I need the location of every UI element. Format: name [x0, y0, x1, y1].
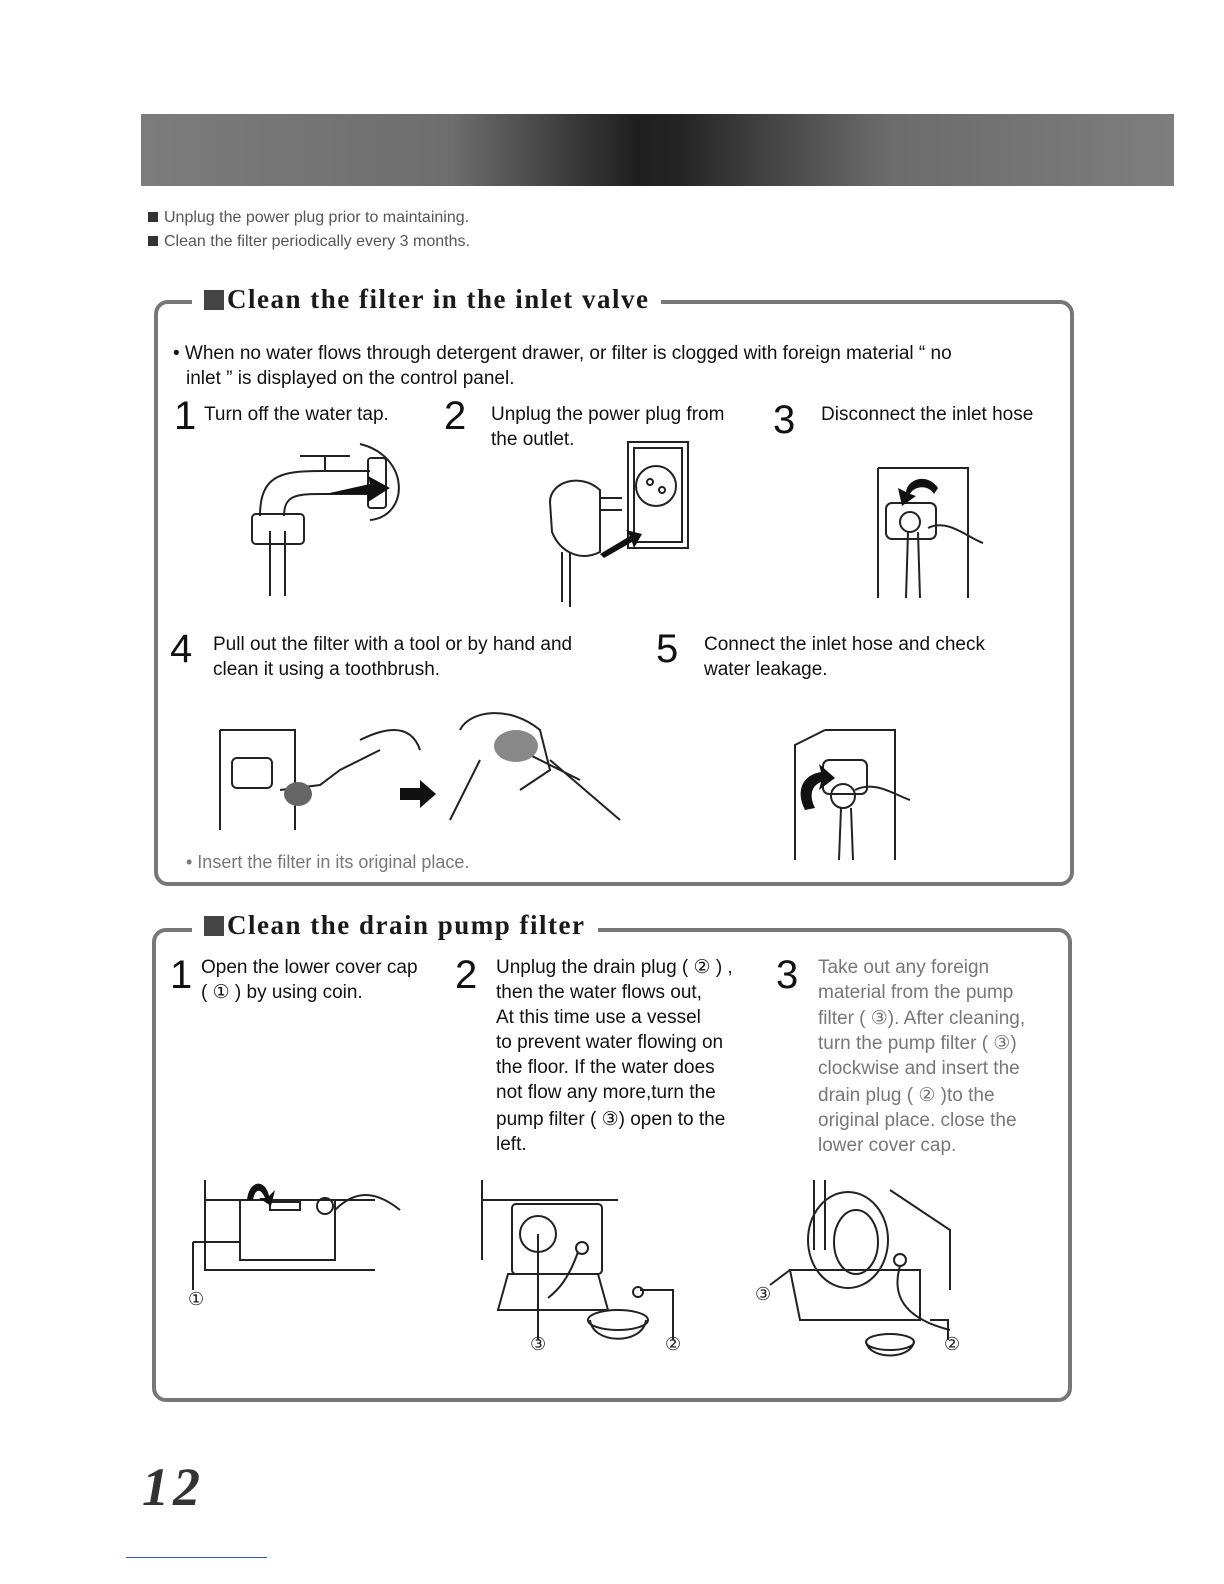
- drain-step2-line-5: the floor. If the water does: [496, 1057, 715, 1078]
- label-drain-plug: ②: [665, 1334, 682, 1354]
- step-number-1: 1: [174, 394, 197, 438]
- inlet-step2-text-1: Unplug the power plug from: [491, 404, 725, 425]
- step-number-5: 5: [656, 627, 679, 671]
- step-number-2: 2: [444, 394, 467, 438]
- drain-step3-line-6: drain plug ( ② )to the: [818, 1085, 995, 1106]
- title-square-icon: [204, 916, 224, 936]
- inlet-step2-text-2: the outlet.: [491, 429, 575, 450]
- drain-step-number-1: 1: [170, 953, 193, 997]
- drain-step3-line-2: material from the pump: [818, 982, 1014, 1003]
- drain-step2-line-1: Unplug the drain plug ( ② ) ,: [496, 957, 733, 978]
- inlet-hose-connect-illustration: [795, 700, 925, 865]
- pump-filter-illustration: [770, 1170, 970, 1360]
- drain-step-number-3: 3: [776, 953, 799, 997]
- drain-step2-line-3: At this time use a vessel: [496, 1007, 701, 1028]
- inlet-step4-text-1: Pull out the filter with a tool or by hand and: [213, 634, 573, 655]
- drain-step3-line-1: Take out any foreign: [818, 957, 990, 978]
- drain-step3-line-7: original place. close the: [818, 1110, 1017, 1131]
- title-square-icon: [204, 290, 224, 310]
- bullet-square-icon: [148, 236, 158, 246]
- drain-step3-line-5: clockwise and insert the: [818, 1058, 1020, 1079]
- drain-step2-line-6: not flow any more,turn the: [496, 1082, 716, 1103]
- label-drain-plug-3: ②: [944, 1334, 961, 1354]
- inlet-step4-text-2: clean it using a toothbrush.: [213, 659, 441, 680]
- drain-step-number-2: 2: [455, 953, 478, 997]
- step-number-4: 4: [170, 627, 193, 671]
- note-clean-period: Clean the filter periodically every 3 months.: [148, 233, 470, 251]
- note-unplug: Unplug the power plug prior to maintaining.: [148, 209, 469, 227]
- drain-step1-text-1: Open the lower cover cap: [201, 957, 418, 978]
- drain-step2-line-4: to prevent water flowing on: [496, 1032, 724, 1053]
- drain-step2-line-7: pump filter ( ③) open to the: [496, 1109, 726, 1130]
- footer-link-line: [126, 1557, 267, 1558]
- water-tap-illustration: [240, 436, 410, 596]
- drain-step3-line-3: filter ( ③). After cleaning,: [818, 1008, 1026, 1029]
- lower-cover-cap-illustration: [185, 1170, 415, 1310]
- drain-step1-text-2: ( ① ) by using coin.: [201, 982, 363, 1003]
- label-cover-cap: ①: [188, 1289, 205, 1309]
- inlet-step1-text: Turn off the water tap.: [204, 404, 389, 425]
- inlet-step3-text: Disconnect the inlet hose: [821, 404, 1034, 425]
- drain-step3-line-8: lower cover cap.: [818, 1135, 957, 1156]
- header-banner: [141, 114, 1174, 186]
- inlet-intro-line1: • When no water flows through detergent drawer, or filter is clogged with foreign material “ no: [173, 343, 952, 364]
- inlet-step5-text-1: Connect the inlet hose and check: [704, 634, 985, 655]
- inlet-footnote: • Insert the filter in its original place.: [186, 852, 470, 872]
- page-number: 12: [142, 1457, 204, 1517]
- filter-cleaning-illustration: [220, 700, 640, 840]
- drain-plug-illustration: [478, 1180, 688, 1340]
- label-pump-filter: ③: [530, 1334, 547, 1354]
- label-pump-filter-3: ③: [755, 1284, 772, 1304]
- inlet-hose-disconnect-illustration: [868, 448, 998, 603]
- drain-step3-line-4: turn the pump filter ( ③): [818, 1033, 1017, 1054]
- bullet-square-icon: [148, 212, 158, 222]
- section-title-inlet: Clean the filter in the inlet valve: [192, 284, 661, 315]
- step-number-3: 3: [773, 398, 796, 442]
- section-title-drain: Clean the drain pump filter: [192, 910, 598, 941]
- drain-step2-line-2: then the water flows out,: [496, 982, 702, 1003]
- inlet-step5-text-2: water leakage.: [704, 659, 828, 680]
- inlet-intro-line2: inlet ” is displayed on the control panel.: [186, 368, 515, 389]
- power-plug-illustration: [540, 442, 700, 607]
- drain-step2-line-8: left.: [496, 1134, 527, 1155]
